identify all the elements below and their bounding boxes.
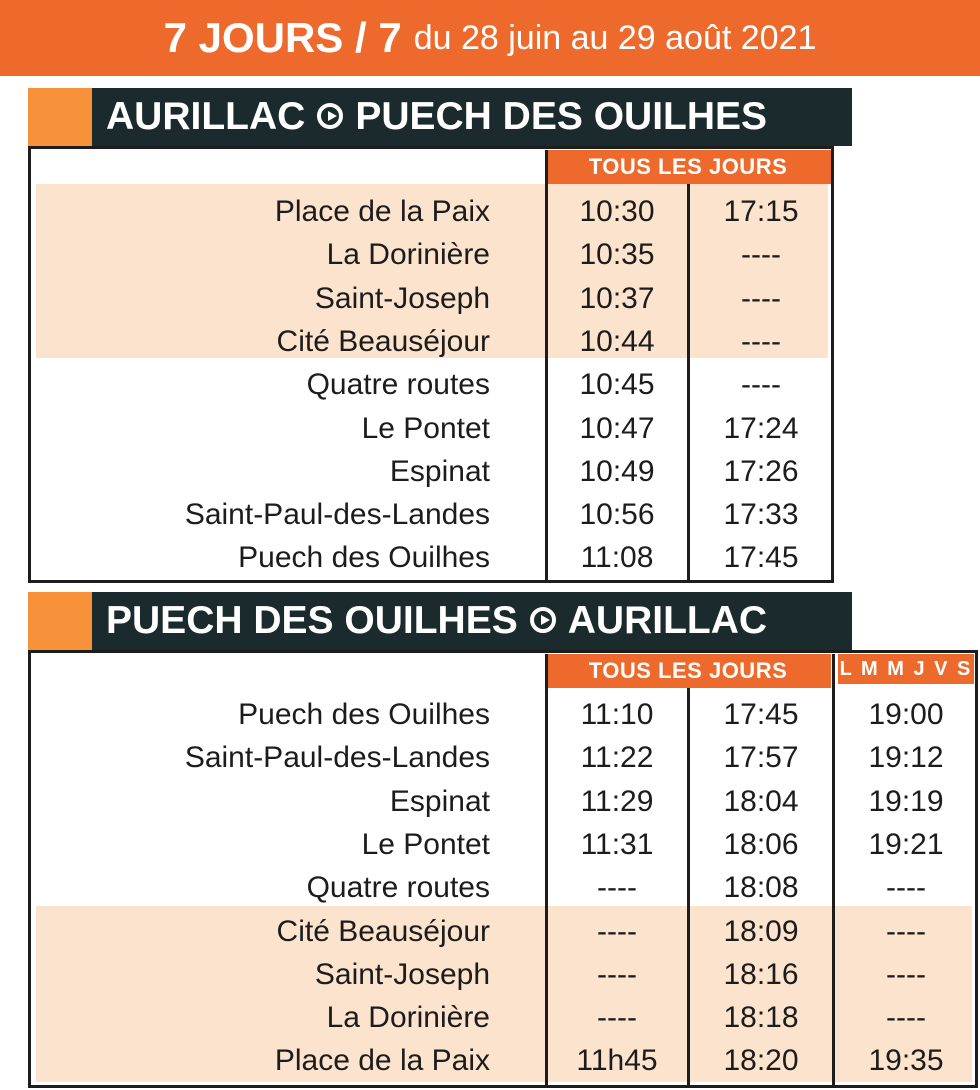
table-row	[0, 278, 980, 321]
table-row	[0, 321, 980, 364]
table-row	[0, 824, 980, 867]
header-accent	[28, 592, 92, 650]
date-banner	[0, 0, 980, 76]
departure-time: 19:35	[868, 1044, 944, 1078]
route-from: PUECH DES OUILHES	[106, 599, 518, 642]
table-row	[0, 191, 980, 234]
table-row	[0, 451, 980, 494]
table-row	[0, 408, 980, 451]
stop-name: Puech des Ouilhes	[238, 541, 490, 575]
stop-name: Espinat	[389, 784, 490, 818]
departure-time: 10:37	[579, 281, 655, 315]
table-row	[0, 867, 980, 910]
departure-time: 18:16	[723, 957, 799, 991]
stop-name: Espinat	[389, 454, 490, 488]
departure-time: 10:56	[579, 498, 655, 532]
banner-days: 7 JOURS / 7	[163, 14, 402, 61]
header-accent	[28, 88, 92, 146]
departure-time: 11:31	[580, 827, 654, 861]
table-row	[0, 781, 980, 824]
departure-time: 11:22	[580, 741, 654, 775]
departure-time: 18:04	[723, 784, 799, 818]
departure-time: 19:00	[868, 698, 944, 731]
departure-time: ----	[741, 281, 781, 315]
departure-time: 18:06	[723, 827, 799, 861]
stop-name: La Dorinière	[326, 1001, 490, 1035]
departure-time: ----	[597, 957, 637, 991]
stop-name: Le Pontet	[361, 411, 490, 445]
departure-time: ----	[886, 871, 926, 905]
table-row	[0, 364, 980, 407]
column-header-daily: TOUS LES JOURS	[545, 150, 831, 184]
table-row	[0, 494, 980, 537]
stop-name: La Dorinière	[326, 238, 490, 272]
departure-time: ----	[886, 957, 926, 991]
stop-name: Cité Beauséjour	[276, 914, 490, 948]
column-header-weekdays: L M M J V S	[838, 654, 974, 684]
departure-time: 17:33	[723, 498, 799, 532]
route-title	[92, 592, 852, 650]
departure-time: 17:15	[723, 195, 799, 228]
departure-time: ----	[597, 914, 637, 948]
stop-name: Cité Beauséjour	[276, 324, 490, 358]
timetable-puech-to-aurillac	[0, 592, 980, 1088]
stop-name: Saint-Paul-des-Landes	[184, 741, 490, 775]
departure-time: ----	[886, 914, 926, 948]
table-row	[0, 737, 980, 780]
departure-time: 19:19	[868, 784, 944, 818]
route-title	[92, 88, 852, 146]
timetable-aurillac-to-puech	[0, 88, 980, 583]
departure-time: 11h45	[576, 1044, 658, 1078]
column-header-daily: TOUS LES JOURS	[545, 654, 831, 688]
departure-time: 10:49	[579, 454, 655, 488]
departure-time: ----	[741, 368, 781, 402]
table-row	[0, 997, 980, 1040]
departure-time: ----	[597, 871, 637, 905]
stop-name: Quatre routes	[306, 368, 490, 402]
departure-time: 19:12	[868, 741, 944, 775]
departure-time: 17:26	[723, 454, 799, 488]
table-row	[0, 537, 980, 580]
stop-name: Quatre routes	[306, 871, 490, 905]
stop-name: Puech des Ouilhes	[238, 698, 490, 731]
departure-time: 11:29	[580, 784, 654, 818]
departure-time: 11:08	[580, 541, 654, 575]
route-to: AURILLAC	[567, 599, 768, 642]
departure-time: 17:45	[723, 698, 799, 731]
table-row	[0, 234, 980, 277]
table-row	[0, 954, 980, 997]
circle-arrow-right-icon	[317, 103, 343, 129]
departure-time: 18:09	[723, 914, 799, 948]
departure-time: ----	[597, 1001, 637, 1035]
table-row	[0, 1040, 980, 1083]
departure-time: 19:21	[868, 827, 944, 861]
departure-time: 10:30	[579, 195, 655, 228]
departure-time: 17:24	[723, 411, 799, 445]
stop-name: Place de la Paix	[274, 195, 490, 228]
departure-time: 10:47	[579, 411, 655, 445]
stop-name: Saint-Paul-des-Landes	[184, 498, 490, 532]
departure-time: 18:20	[723, 1044, 799, 1078]
departure-time: 10:44	[579, 324, 655, 358]
circle-arrow-right-icon	[530, 607, 556, 633]
departure-time: 18:08	[723, 871, 799, 905]
departure-time: 18:18	[723, 1001, 799, 1035]
banner-dates: du 28 juin au 29 août 2021	[413, 18, 817, 57]
table-row	[0, 911, 980, 954]
stop-name: Saint-Joseph	[314, 957, 490, 991]
stop-name: Saint-Joseph	[314, 281, 490, 315]
stop-name: Le Pontet	[361, 827, 490, 861]
departure-time: ----	[741, 324, 781, 358]
departure-time: 17:57	[723, 741, 799, 775]
departure-time: 10:45	[579, 368, 655, 402]
departure-time: ----	[741, 238, 781, 272]
departure-time: 10:35	[579, 238, 655, 272]
departure-time: 17:45	[723, 541, 799, 575]
table-row	[0, 694, 980, 737]
route-from: AURILLAC	[106, 95, 306, 138]
departure-time: ----	[886, 1001, 926, 1035]
departure-time: 11:10	[580, 698, 654, 731]
route-to: PUECH DES OUILHES	[355, 95, 768, 138]
stop-name: Place de la Paix	[274, 1044, 490, 1078]
